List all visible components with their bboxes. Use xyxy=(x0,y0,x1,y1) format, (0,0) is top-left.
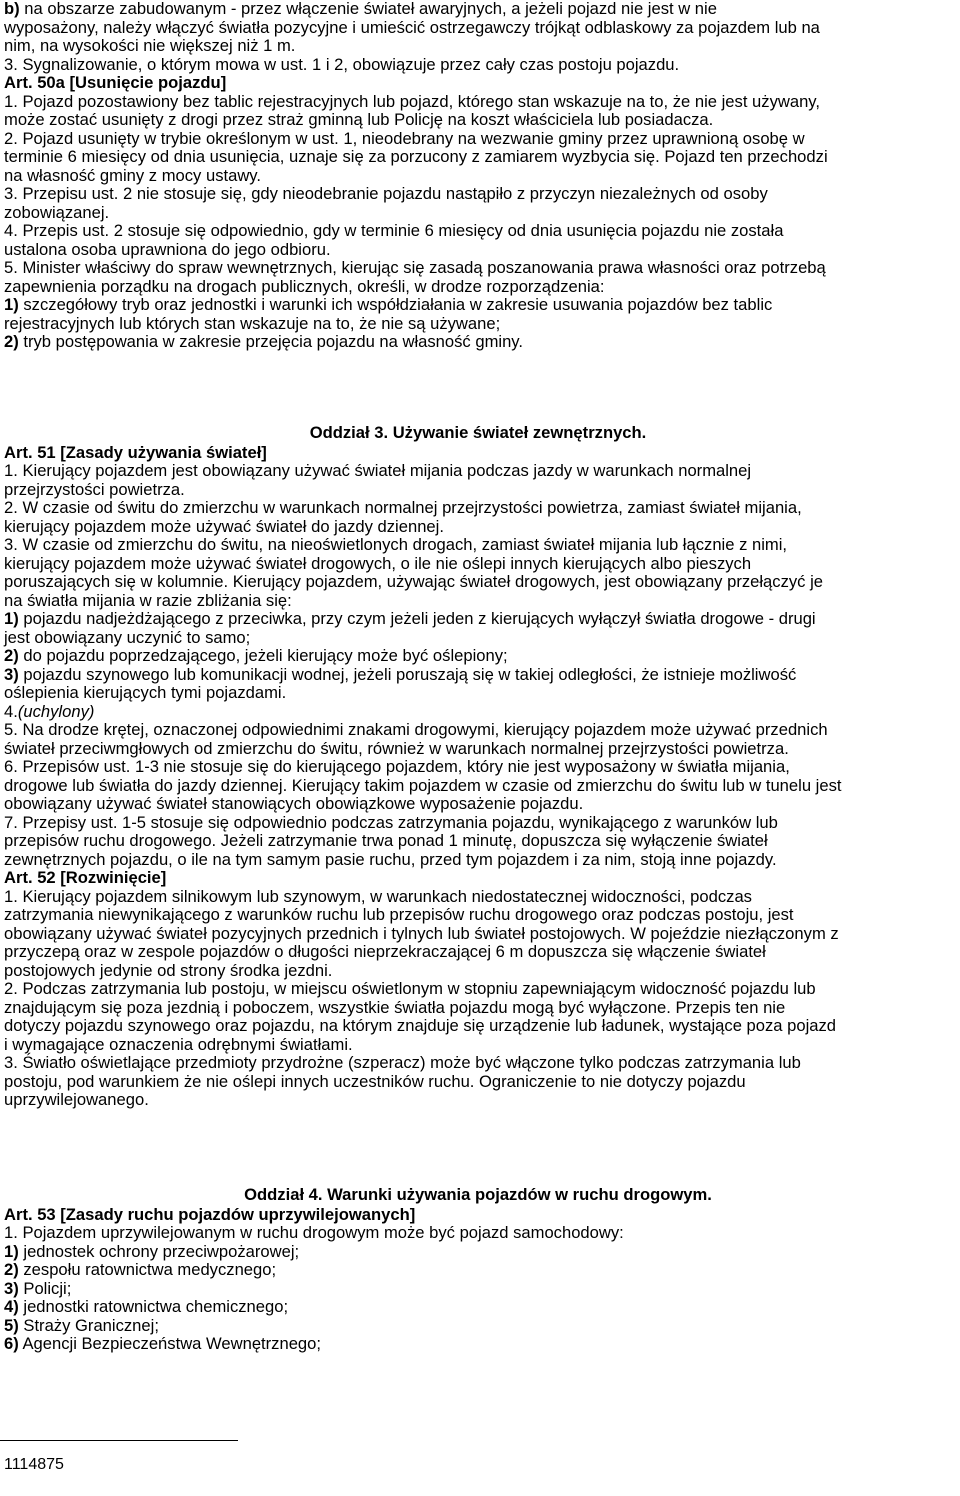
text-line xyxy=(4,888,952,907)
line-text: wyposażony, należy włączyć światła pozycyjne i umieścić ostrzegawczy trójkąt odblaskowy za pojazdem lub na xyxy=(4,17,820,37)
text-line xyxy=(4,56,952,75)
text-line xyxy=(4,814,952,833)
repealed-note: (uchylony) xyxy=(17,701,95,721)
text-line xyxy=(4,259,952,278)
text-line xyxy=(4,278,952,297)
text-line xyxy=(4,536,952,555)
chapter-heading: Oddział 4. Warunki używania pojazdów w ruchu drogowym. xyxy=(244,1185,712,1204)
line-text: oślepienia kierujących tymi pojazdami. xyxy=(4,683,287,702)
list-marker: 1) xyxy=(4,609,19,628)
line-text: ustalona osoba uprawniona do jego odbioru. xyxy=(4,239,331,259)
list-marker: 2) xyxy=(4,646,19,665)
line-text: 2. W czasie od świtu do zmierzchu w warunkach normalnej przejrzystości powietrza, zamiast świateł mijania, xyxy=(4,498,802,517)
text-line xyxy=(4,19,952,38)
text-line xyxy=(4,943,952,962)
text-line xyxy=(4,222,952,241)
line-text: przepisów ruchu drogowego. Jeżeli zatrzymanie trwa ponad 1 minutę, dopuszcza się wyłączenie świateł xyxy=(4,831,768,850)
text-line xyxy=(4,666,952,685)
text-line xyxy=(4,518,952,537)
line-text: 5. Na drodze krętej, oznaczonej odpowiednimi znakami drogowymi, kierujący pojazdem może używać przednich xyxy=(4,720,828,739)
list-marker: 3) xyxy=(4,664,19,684)
text-line xyxy=(4,684,952,703)
line-text: zapewnienia porządku na drogach publicznych, określi, w drodze rozporządzenia: xyxy=(4,276,605,296)
list-marker: 4) xyxy=(4,1297,19,1316)
line-text: nim, na wysokości nie większej niż 1 m. xyxy=(4,36,296,55)
line-text: poruszających się w kolumnie. Kierujący pojazdem, używając świateł drogowych, jest obowiązany przełączyć je xyxy=(4,572,823,591)
line-text: pojazdu szynowego lub komunikacji wodnej, jeżeli poruszają się w takiej odległości, że istnieje możliwość xyxy=(18,664,797,684)
text-line xyxy=(4,93,952,112)
line-text: 2. Pojazd usunięty w trybie określonym w ust. 1, nieodebrany na wezwanie gminy przez uprawnioną osobę w xyxy=(4,128,805,148)
document-id: 1114875 xyxy=(4,1456,64,1473)
text-line xyxy=(4,721,952,740)
text-line xyxy=(4,592,952,611)
line-text: 3. Przepisu ust. 2 nie stosuje się, gdy nieodebranie pojazdu nastąpiło z przyczyn niezależnych od osoby xyxy=(4,184,768,203)
line-text: 3. W czasie od zmierzchu do świtu, na nieoświetlonych drogach, zamiast świateł mijania lub łącznie z nimi, xyxy=(4,535,788,554)
line-text: jednostek ochrony przeciwpożarowej; xyxy=(18,1241,300,1261)
text-line xyxy=(4,462,952,481)
list-marker: b) xyxy=(4,0,20,18)
text-line xyxy=(4,555,952,574)
text-line xyxy=(4,999,952,1018)
text-line xyxy=(4,1335,952,1354)
text-line xyxy=(4,610,952,629)
text-line xyxy=(4,573,952,592)
text-line xyxy=(4,185,952,204)
line-text: obowiązany używać świateł pozycyjnych przednich i tylnych lub świateł postojowych. W pojeździe niezłączonym z xyxy=(4,923,839,943)
line-text: 1. Kierujący pojazdem silnikowym lub szynowym, w warunkach niedostatecznej widoczności, podczas xyxy=(4,886,752,906)
line-text: zobowiązanej. xyxy=(4,202,110,222)
line-text: jednostki ratownictwa chemicznego; xyxy=(18,1297,289,1316)
text-line xyxy=(4,703,952,722)
text-line xyxy=(4,1073,952,1092)
line-text: Policji; xyxy=(18,1278,72,1298)
text-line xyxy=(4,777,952,796)
text-line xyxy=(4,758,952,777)
line-text: znajdującym się poza jezdnią i poboczem, wszystkie światła pojazdu mogą być wyłączone. Przepis ten nie xyxy=(4,997,786,1017)
text-line xyxy=(4,148,952,167)
line-text: 2. Podczas zatrzymania lub postoju, w miejscu oświetlonym w stopniu zapewniającym widoczność pojazdu lub xyxy=(4,979,816,998)
text-line xyxy=(4,111,952,130)
text-line xyxy=(4,1036,952,1055)
text-line xyxy=(4,962,952,981)
text-line xyxy=(4,333,952,352)
line-text: tryb postępowania w zakresie przejęcia pojazdu na własność gminy. xyxy=(18,332,523,351)
article-heading: Art. 51 [Zasady używania świateł] xyxy=(4,442,267,462)
text-line xyxy=(4,1017,952,1036)
text-line xyxy=(4,1280,952,1299)
section-art-50-continuation xyxy=(4,0,952,352)
section-oddzial-4 xyxy=(4,1186,952,1354)
line-text: 6. Przepisów ust. 1-3 nie stosuje się do kierującego pojazdem, który nie jest wyposażony w światła mijania, xyxy=(4,757,790,776)
line-text: pojazdu nadjeżdżającego z przeciwka, przy czym jeżeli jeden z kierujących wyłączył światła drogowe - drugi xyxy=(18,609,816,628)
list-marker: 1) xyxy=(4,1241,19,1261)
line-text: na własność gminy z mocy ustawy. xyxy=(4,165,261,185)
list-marker: 1) xyxy=(4,295,19,314)
line-text: przejrzystości powietrza. xyxy=(4,479,185,499)
line-text: kierujący pojazdem może używać świateł drogowych, o ile nie oślepi innych kierujących albo pieszych xyxy=(4,553,752,573)
text-line xyxy=(4,1091,952,1110)
text-line xyxy=(4,851,952,870)
line-text: szczegółowy tryb oraz jednostki i warunki ich współdziałania w zakresie usuwania pojazdów bez tablic xyxy=(18,295,773,314)
text-line xyxy=(4,1261,952,1280)
list-marker: 2) xyxy=(4,1260,19,1279)
text-line xyxy=(4,1243,952,1262)
list-marker: 5) xyxy=(4,1315,19,1335)
line-text: może zostać usunięty z drogi przez straż gminną lub Policję na koszt właściciela lub posiadacza. xyxy=(4,110,714,129)
text-line xyxy=(4,740,952,759)
line-text: dotyczy pojazdu szynowego oraz pojazdu, na którym znajduje się urządzenie lub ładunek, wystające poza pojazd xyxy=(4,1016,837,1035)
line-text: zewnętrznych pojazdu, o ile na tym samym pasie ruchu, przed tym pojazdem i za nim, stoją inne pojazdy. xyxy=(4,849,777,869)
line-text: 1. Kierujący pojazdem jest obowiązany używać świateł mijania podczas jazdy w warunkach normalnej xyxy=(4,461,752,480)
text-line xyxy=(4,481,952,500)
text-line xyxy=(4,647,952,666)
text-line xyxy=(4,980,952,999)
line-text: i wymagające oznaczenia odrębnymi światłami. xyxy=(4,1034,353,1054)
line-text: 7. Przepisy ust. 1-5 stosuje się odpowiednio podczas zatrzymania pojazdu, wynikającego z warunków lub xyxy=(4,812,778,832)
line-text: 4. xyxy=(4,701,18,721)
line-text: zespołu ratownictwa medycznego; xyxy=(18,1260,277,1279)
line-text: 1. Pojazdem uprzywilejowanym w ruchu drogowym może być pojazd samochodowy: xyxy=(4,1223,624,1242)
line-text: kierujący pojazdem może używać świateł do jazdy dziennej. xyxy=(4,516,444,536)
list-marker: 3) xyxy=(4,1278,19,1298)
line-text: rejestracyjnych lub których stan wskazuje na to, że nie są używane; xyxy=(4,313,501,333)
line-text: zatrzymania niewynikającego z warunków ruchu lub przepisów ruchu drogowego oraz podczas postoju, jest xyxy=(4,905,794,924)
text-line xyxy=(4,832,952,851)
line-text: jest obowiązany uczynić to samo; xyxy=(4,627,251,647)
line-text: uprzywilejowanego. xyxy=(4,1090,149,1109)
text-line xyxy=(4,629,952,648)
section-oddzial-3 xyxy=(4,424,952,1110)
line-text: 5. Minister właściwy do spraw wewnętrznych, kierując się zasadą poszanowania prawa własności oraz potrzebą xyxy=(4,258,826,277)
text-line xyxy=(4,1054,952,1073)
text-line xyxy=(4,315,952,334)
text-line xyxy=(4,925,952,944)
line-text: do pojazdu poprzedzającego, jeżeli kierujący może być oślepiony; xyxy=(18,646,508,665)
text-line xyxy=(4,499,952,518)
line-text: 4. Przepis ust. 2 stosuje się odpowiednio, gdy w terminie 6 miesięcy od dnia usunięcia pojazdu nie została xyxy=(4,221,784,240)
line-text: Straży Granicznej; xyxy=(18,1315,159,1335)
text-line xyxy=(4,130,952,149)
chapter-heading: Oddział 3. Używanie świateł zewnętrznych. xyxy=(309,423,647,442)
line-text: postojowych jedynie od strony środka jezdni. xyxy=(4,960,333,980)
text-line xyxy=(4,204,952,223)
list-marker: 2) xyxy=(4,332,19,351)
article-heading: Art. 50a [Usunięcie pojazdu] xyxy=(4,73,227,92)
line-text: 3. Sygnalizowanie, o którym mowa w ust. 1 i 2, obowiązuje przez cały czas postoju pojazdu. xyxy=(4,54,680,74)
text-line xyxy=(4,37,952,56)
text-line xyxy=(4,241,952,260)
article-heading: Art. 53 [Zasady ruchu pojazdów uprzywilejowanych] xyxy=(4,1204,416,1224)
text-line xyxy=(4,0,952,19)
line-text: Agencji Bezpieczeństwa Wewnętrznego; xyxy=(18,1334,322,1353)
line-text: 3. Światło oświetlające przedmioty przydrożne (szperacz) może być włączone tylko podczas zatrzymania lub xyxy=(4,1053,801,1072)
line-text: obowiązany używać świateł stanowiących obowiązkowe wyposażenie pojazdu. xyxy=(4,794,584,813)
line-text: 1. Pojazd pozostawiony bez tablic rejestracyjnych lub pojazd, którego stan wskazuje na to, że nie jest używany, xyxy=(4,91,820,111)
line-text: terminie 6 miesięcy od dnia usunięcia, uznaje się za porzucony z zamiarem wyzbycia się. Pojazd ten przechodzi xyxy=(4,147,828,166)
text-line xyxy=(4,1317,952,1336)
text-line xyxy=(4,795,952,814)
line-text: postoju, pod warunkiem że nie oślepi innych uczestników ruchu. Ograniczenie to nie dotyczy pojazdu xyxy=(4,1071,746,1091)
text-line xyxy=(4,906,952,925)
article-heading: Art. 52 [Rozwinięcie] xyxy=(4,868,167,887)
text-line xyxy=(4,296,952,315)
line-text: na światła mijania w razie zbliżania się: xyxy=(4,590,292,610)
list-marker: 6) xyxy=(4,1334,19,1353)
line-text: świateł przeciwmgłowych od zmierzchu do świtu, również w warunkach normalnej przejrzystości powietrza. xyxy=(4,738,789,758)
text-line xyxy=(4,1224,952,1243)
text-line xyxy=(4,167,952,186)
line-text: na obszarze zabudowanym - przez włączenie świateł awaryjnych, a jeżeli pojazd nie jest w nie xyxy=(19,0,717,18)
footer-divider xyxy=(0,1440,238,1441)
line-text: drogowe lub światła do jazdy dziennej. Kierujący takim pojazdem w czasie od zmierzchu do świtu lub w tunelu jest xyxy=(4,775,842,795)
text-line xyxy=(4,1298,952,1317)
line-text: przyczepą oraz w zespole pojazdów o długości nieprzekraczającej 6 m dopuszcza się włączenie świateł xyxy=(4,942,766,961)
